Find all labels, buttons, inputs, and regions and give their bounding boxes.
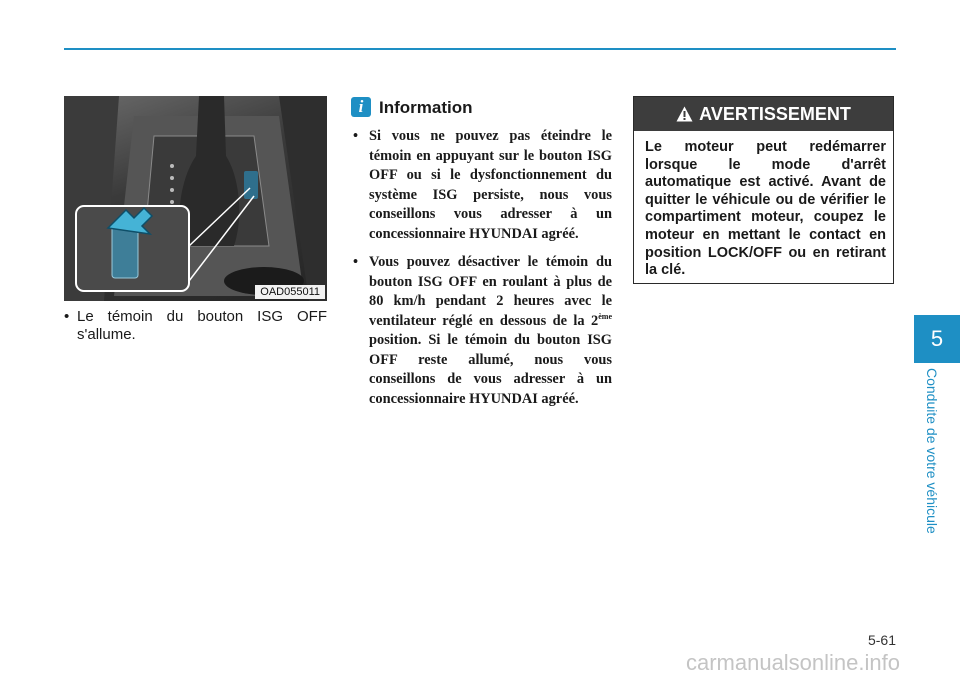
info-item-text: [353, 253, 612, 409]
warning-triangle-icon: [676, 106, 693, 122]
chapter-tab: 5: [914, 315, 960, 363]
top-rule: [64, 48, 896, 50]
photo-code: OAD055011: [255, 285, 325, 299]
gear-indicator-dot: [170, 176, 174, 180]
bullet-dot: •: [64, 308, 70, 325]
info-item: [353, 253, 612, 409]
chapter-label: Conduite de votre véhicule: [924, 368, 940, 534]
info-item-text-a: Vous pouvez désactiver le témoin du bouton ISG OFF en roulant à plus de 80 km/h pendant 2 heures avec le ventilateur réglé en dessous de la 2: [369, 254, 612, 329]
info-icon: i: [351, 97, 371, 117]
info-item-text-b: position. Si le témoin du bouton ISG OFF reste allumé, nous vous conseillons de vous adresser à un concessionnaire HYUNDAI agréé.: [369, 332, 612, 407]
page-number: 5-61: [867, 632, 896, 648]
isg-button-photo: [244, 171, 258, 199]
left-bullet: [64, 308, 327, 344]
warning-box: [633, 96, 894, 284]
bullet-dot: •: [353, 128, 359, 144]
watermark: carmanualsonline.info: [685, 650, 900, 675]
gear-indicator-dot: [170, 200, 174, 204]
ordinal-suffix: ème: [598, 311, 612, 321]
console-photo: [64, 96, 327, 301]
isg-button-zoom: [112, 226, 138, 278]
warning-header: [634, 97, 893, 131]
gear-indicator-dot: [170, 164, 174, 168]
warning-title: AVERTISSEMENT: [699, 104, 851, 124]
info-item: [353, 127, 612, 244]
warning-body: Le moteur peut redémarrer lorsque le mode d'arrêt automatique est activé. Avant de quitter le véhicule ou de vérifier le compartiment moteur, coupez le moteur en mettant le contact en position LOCK/OFF ou en retirant la clé.: [645, 139, 886, 279]
info-title: Information: [379, 98, 473, 117]
console-illustration: [64, 96, 327, 301]
info-list: [353, 127, 612, 418]
left-bullet-text: Le témoin du bouton ISG OFF s'allume.: [77, 308, 327, 343]
info-item-text: Si vous ne pouvez pas éteindre le témoin en appuyant sur le bouton ISG OFF ou si le dysfonctionnement du système ISG persiste, nous vous conseillons vous adresser à un concessionnaire HYUNDAI agréé.: [369, 128, 612, 242]
gear-indicator-dot: [170, 188, 174, 192]
bullet-dot: •: [353, 254, 359, 270]
